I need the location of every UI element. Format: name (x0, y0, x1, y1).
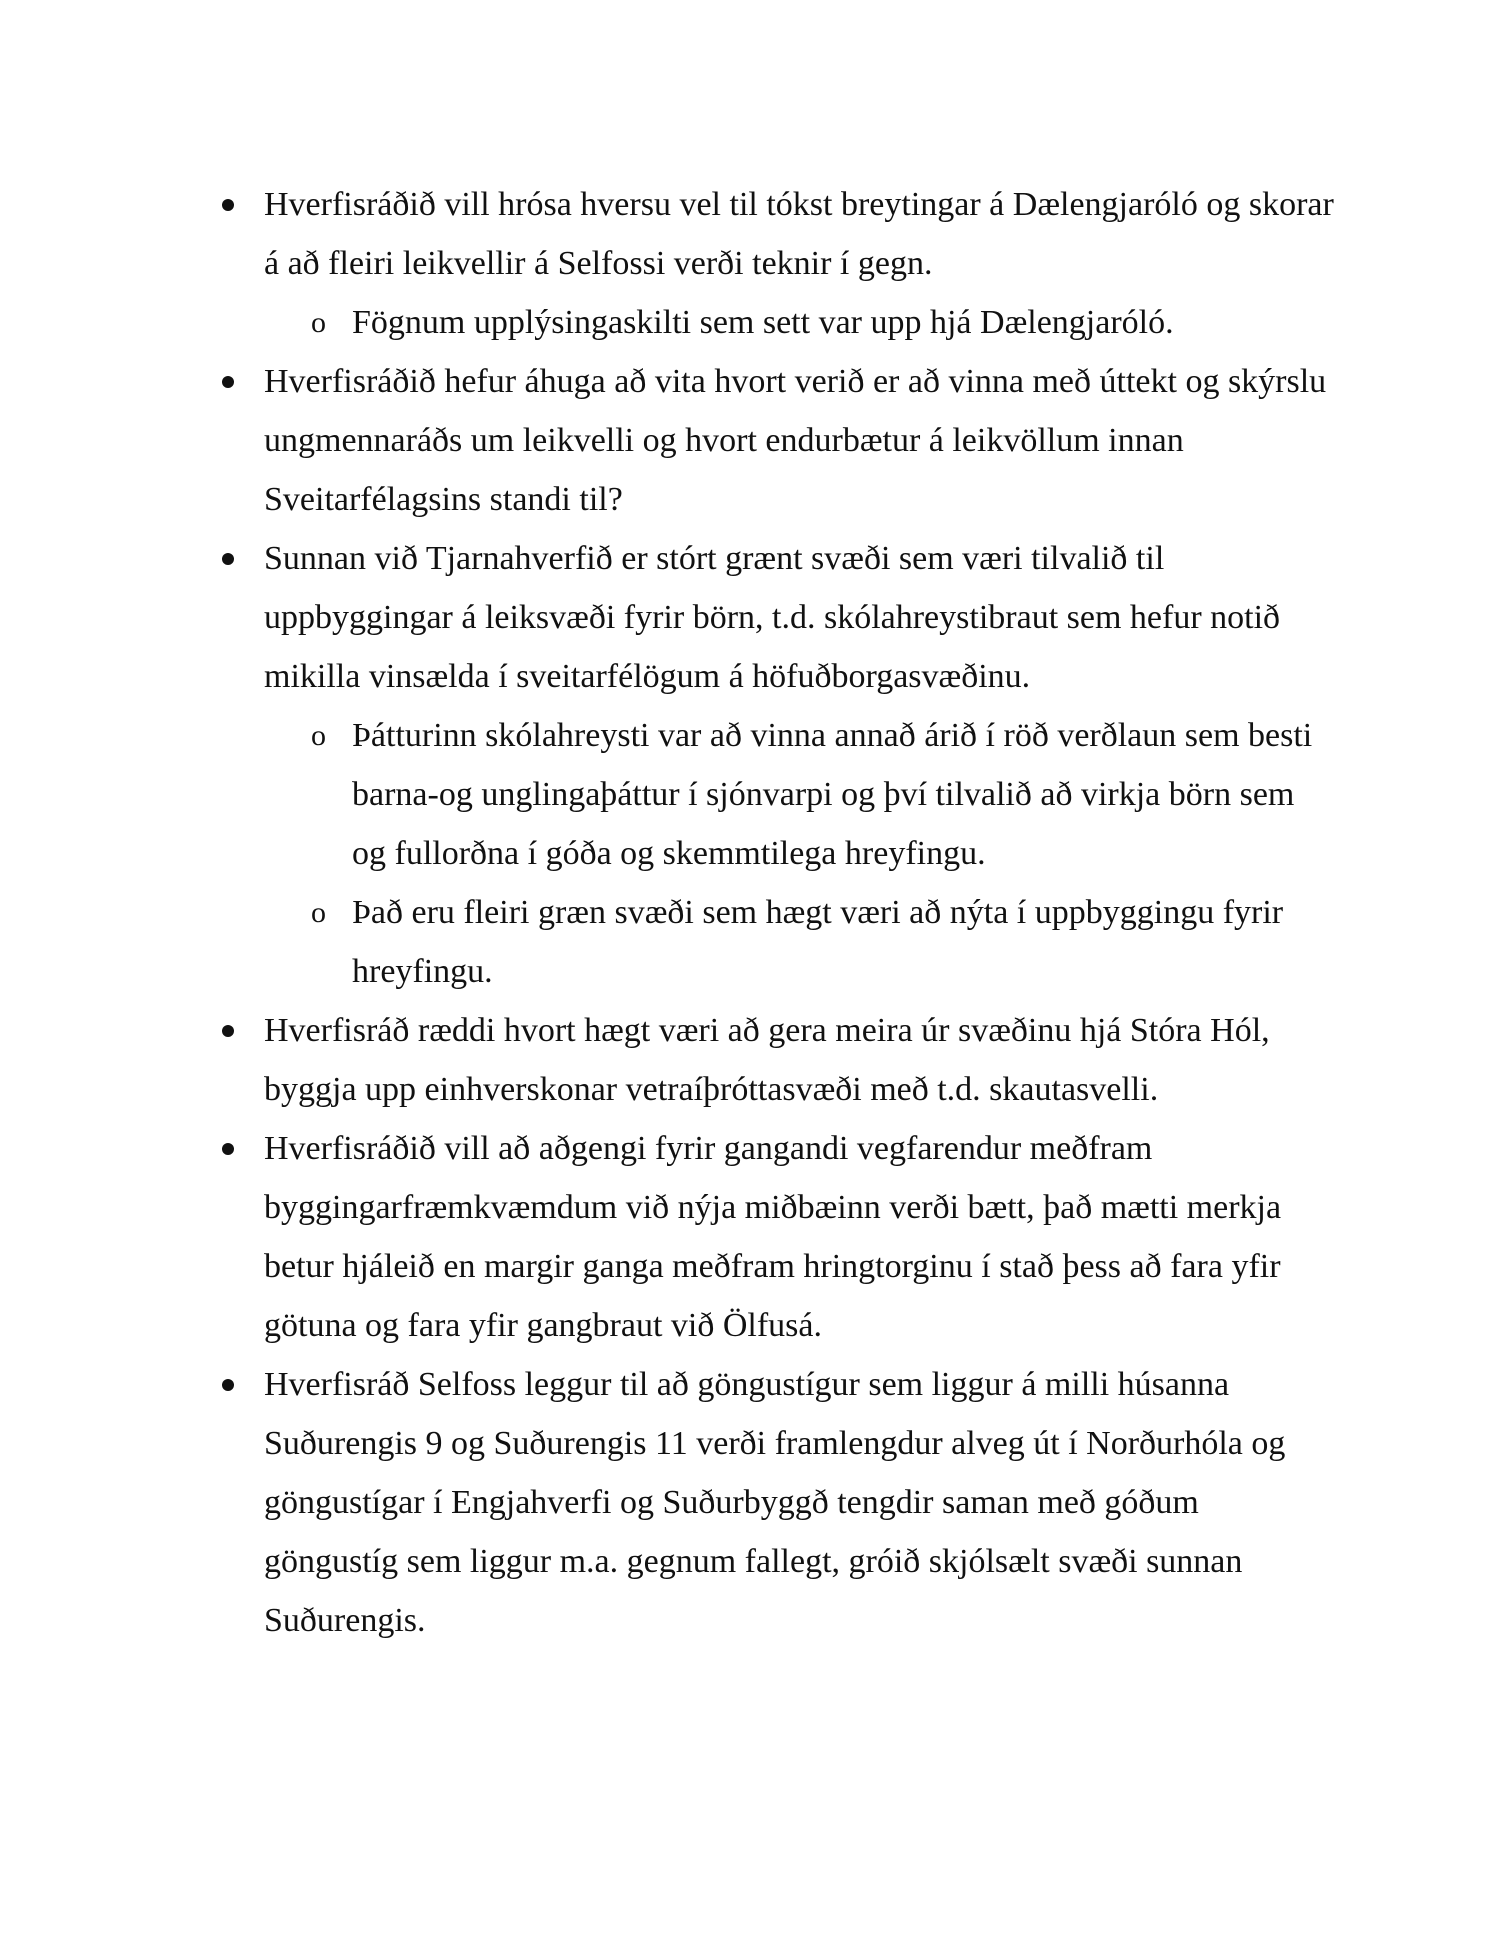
bullet-list (264, 175, 1334, 1650)
bullet-dot-icon (222, 1025, 234, 1037)
list-item (264, 529, 1334, 1001)
list-item (264, 1355, 1334, 1650)
sub-list-item-text: Það eru fleiri græn svæði sem hægt væri að nýta í uppbyggingu fyrir hreyfingu. (352, 894, 1284, 990)
list-item-text: Hverfisráð ræddi hvort hægt væri að gera meira úr svæðinu hjá Stóra Hól, byggja upp einhverskonar vetraíþróttasvæði með t.d. skautasvelli. (264, 1012, 1270, 1108)
sub-bullet-list (264, 706, 1334, 1001)
sub-list-item (311, 883, 1334, 1001)
sub-list-item (311, 706, 1334, 883)
list-item (264, 1119, 1334, 1355)
bullet-circle-icon: o (311, 896, 326, 929)
document-body (264, 175, 1334, 1650)
list-item-text: Hverfisráð Selfoss leggur til að göngustígur sem liggur á milli húsanna Suðurengis 9 og Suðurengis 11 verði framlengdur alveg út í Norðurhóla og göngustígar í Engjahverfi og Suðurbyggð tengdir saman með góðum göngustíg sem liggur m.a. gegnum fallegt, gróið skjólsælt svæði sunnan Suðurengis. (264, 1366, 1286, 1639)
bullet-circle-icon: o (311, 719, 326, 752)
list-item-text: Hverfisráðið vill hrósa hversu vel til tókst breytingar á Dælengjaróló og skorar á að fleiri leikvellir á Selfossi verði teknir í gegn. (264, 186, 1334, 282)
sub-bullet-list (264, 293, 1334, 352)
list-item-text: Hverfisráðið hefur áhuga að vita hvort verið er að vinna með úttekt og skýrslu ungmennaráðs um leikvelli og hvort endurbætur á leikvöllum innan Sveitarfélagsins standi til? (264, 363, 1327, 518)
list-item-text: Sunnan við Tjarnahverfið er stórt grænt svæði sem væri tilvalið til uppbyggingar á leiksvæði fyrir börn, t.d. skólahreystibraut sem hefur notið mikilla vinsælda í sveitarfélögum á höfuðborgasvæðinu. (264, 540, 1281, 695)
bullet-dot-icon (222, 553, 234, 565)
list-item (264, 352, 1334, 529)
bullet-dot-icon (222, 1379, 234, 1391)
list-item-text: Hverfisráðið vill að aðgengi fyrir gangandi vegfarendur meðfram byggingarfræmkvæmdum við nýja miðbæinn verði bætt, það mætti merkja betur hjáleið en margir ganga meðfram hringtorginu í stað þess að fara yfir götuna og fara yfir gangbraut við Ölfusá. (264, 1130, 1282, 1344)
sub-list-item-text: Fögnum upplýsingaskilti sem sett var upp hjá Dælengjaróló. (352, 304, 1174, 341)
bullet-dot-icon (222, 1143, 234, 1155)
list-item (264, 175, 1334, 352)
bullet-circle-icon: o (311, 306, 326, 339)
sub-list-item-text: Þátturinn skólahreysti var að vinna annað árið í röð verðlaun sem besti barna-og unglingaþáttur í sjónvarpi og því tilvalið að virkja börn sem og fullorðna í góða og skemmtilega hreyfingu. (352, 717, 1313, 872)
bullet-dot-icon (222, 376, 234, 388)
list-item (264, 1001, 1334, 1119)
bullet-dot-icon (222, 199, 234, 211)
sub-list-item (311, 293, 1334, 352)
